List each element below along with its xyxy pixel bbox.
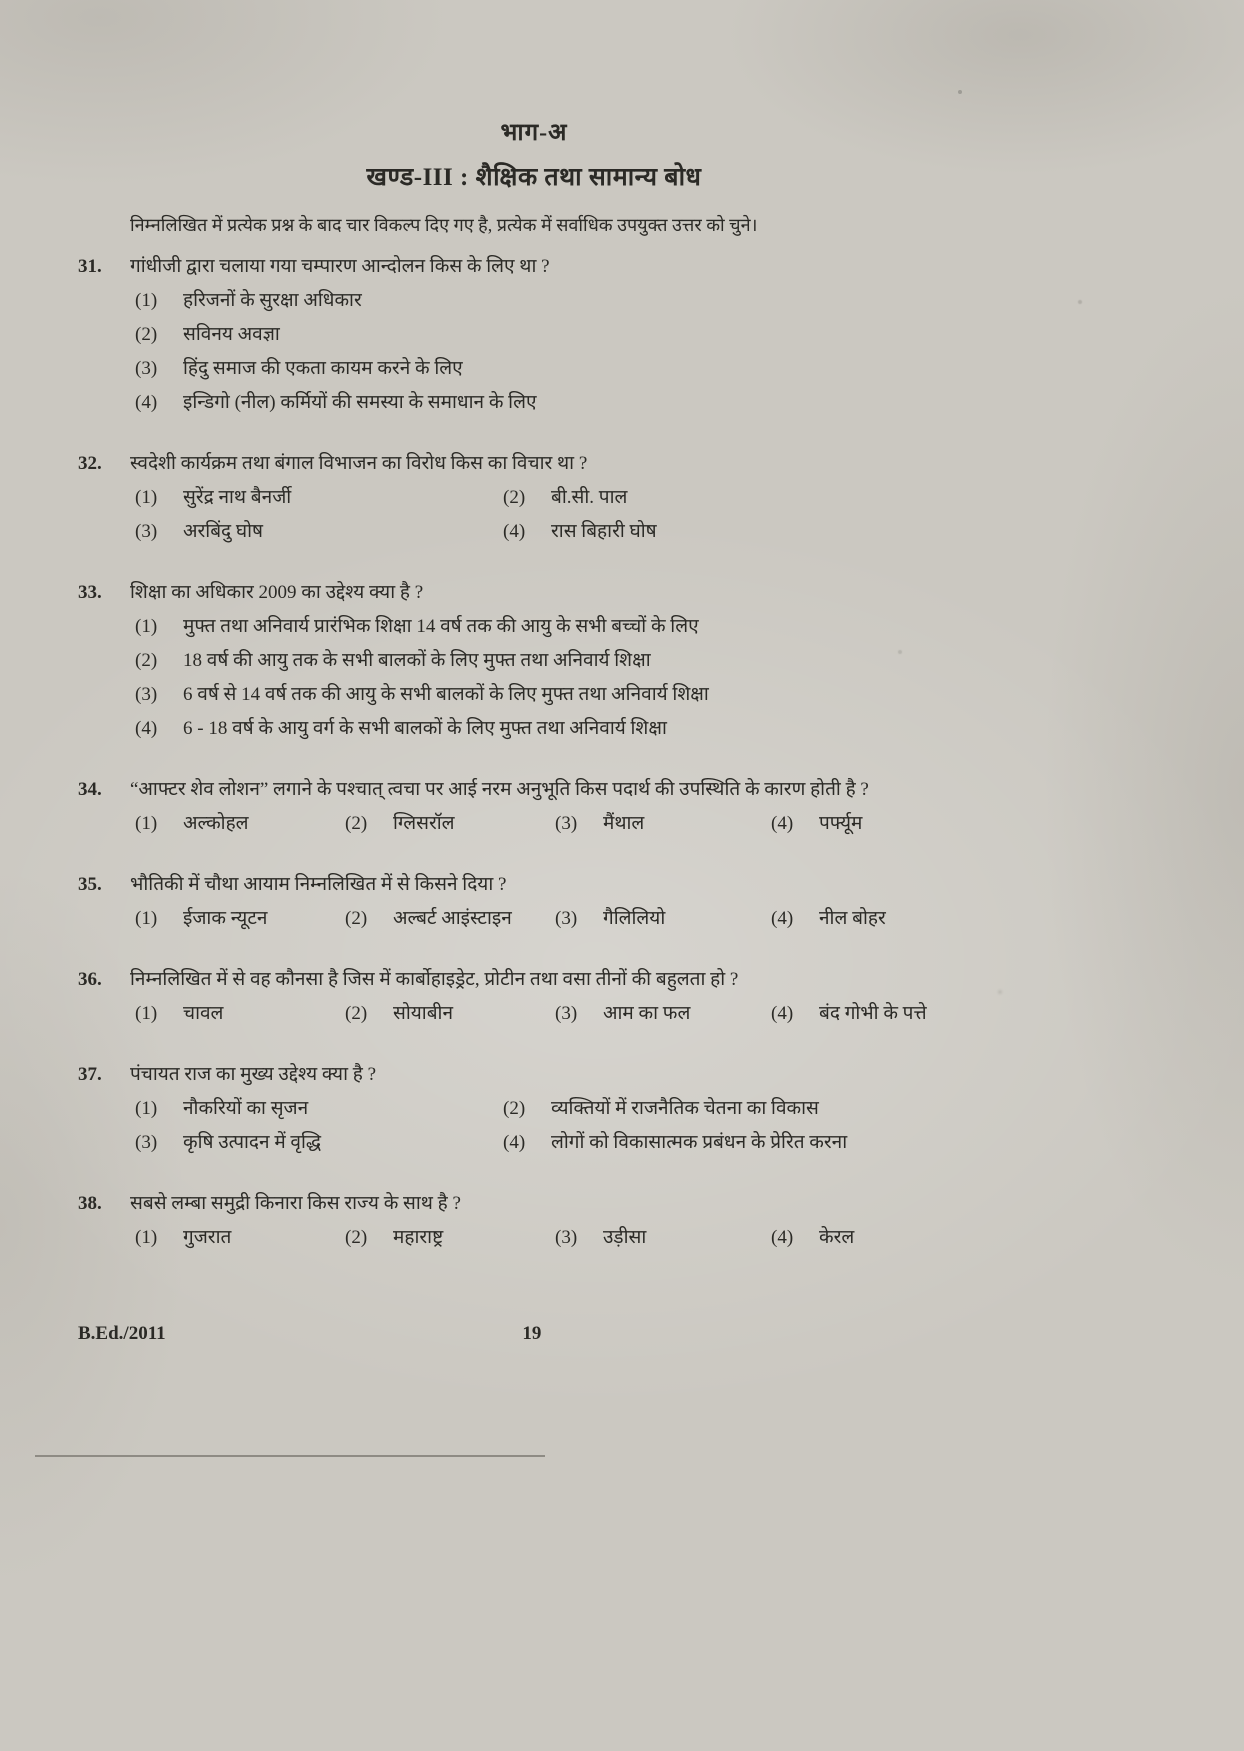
question-number: 32. xyxy=(78,453,102,474)
question-body xyxy=(130,250,1026,420)
question-block xyxy=(78,1058,1026,1160)
section-heading: खण्ड-III : शैक्षिक तथा सामान्य बोध xyxy=(366,164,702,191)
question-body xyxy=(130,773,1026,841)
option-label: (3) xyxy=(135,684,158,705)
option-label: (1) xyxy=(135,1227,158,1248)
question-options xyxy=(130,807,1026,841)
option xyxy=(135,1221,345,1255)
question-text: भौतिकी में चौथा आयाम निम्नलिखित में से किसने दिया ? xyxy=(130,874,507,895)
option-label: (1) xyxy=(135,1003,158,1024)
option xyxy=(135,352,1026,386)
option-label: (4) xyxy=(771,813,794,834)
option xyxy=(771,807,1026,841)
question-options xyxy=(130,610,1026,746)
question-options xyxy=(130,1221,1026,1255)
question-text: शिक्षा का अधिकार 2009 का उद्देश्य क्या है ? xyxy=(130,582,424,603)
option xyxy=(503,1126,1026,1160)
option xyxy=(135,386,1026,420)
option-label: (3) xyxy=(555,1003,578,1024)
question-block xyxy=(78,250,1026,420)
question-text: निम्नलिखित में से वह कौनसा है जिस में कार्बोहाइड्रेट, प्रोटीन तथा वसा तीनों की बहुलता हो ? xyxy=(130,969,739,990)
option-label: (1) xyxy=(135,813,158,834)
question-text: पंचायत राज का मुख्य उद्देश्य क्या है ? xyxy=(130,1064,377,1085)
question-block xyxy=(78,447,1026,549)
question-body xyxy=(130,447,1026,549)
option-text: चावल xyxy=(183,1003,224,1024)
option-label: (4) xyxy=(771,1003,794,1024)
option-label: (2) xyxy=(345,1003,368,1024)
instructions-text: निम्नलिखित में प्रत्येक प्रश्न के बाद चार विकल्प दिए गए है, प्रत्येक में सर्वाधिक उपयुक्त उत्तर को चुने। xyxy=(130,215,758,235)
option xyxy=(135,997,345,1031)
option xyxy=(135,678,1026,712)
scan-speck xyxy=(958,90,962,94)
question-text: “आफ्टर शेव लोशन” लगाने के पश्चात् त्वचा पर आई नरम अनुभूति किस पदार्थ की उपस्थिति के कारण होती है ? xyxy=(130,779,869,800)
option xyxy=(135,902,345,936)
option-text: बंद गोभी के पत्ते xyxy=(819,1003,927,1024)
option-label: (3) xyxy=(135,1132,158,1153)
question-body xyxy=(130,1058,1026,1160)
option xyxy=(135,1092,503,1126)
option-text: 6 - 18 वर्ष के आयु वर्ग के सभी बालकों के लिए मुफ्त तथा अनिवार्य शिक्षा xyxy=(183,718,667,739)
question-body xyxy=(130,868,1026,936)
option-text: लोगों को विकासात्मक प्रबंधन के प्रेरित करना xyxy=(551,1132,848,1153)
option-label: (1) xyxy=(135,616,158,637)
bottom-rule xyxy=(35,1455,545,1457)
page-content xyxy=(78,118,1026,1345)
option-text: महाराष्ट्र xyxy=(393,1227,444,1248)
question-body xyxy=(130,576,1026,746)
option-label: (2) xyxy=(345,1227,368,1248)
option xyxy=(771,902,1026,936)
option xyxy=(345,997,555,1031)
questions xyxy=(78,250,1026,1255)
option-label: (3) xyxy=(555,908,578,929)
option-label: (2) xyxy=(345,908,368,929)
option xyxy=(503,1092,1026,1126)
option-label: (4) xyxy=(771,908,794,929)
question-options xyxy=(130,1092,1026,1160)
option-text: मुफ्त तथा अनिवार्य प्रारंभिक शिक्षा 14 वर्ष तक की आयु के सभी बच्चों के लिए xyxy=(183,616,699,637)
option-label: (2) xyxy=(135,650,158,671)
option-text: गुजरात xyxy=(183,1227,232,1248)
question-body xyxy=(130,1187,1026,1255)
option-text: बी.सी. पाल xyxy=(551,487,628,508)
question-number: 35. xyxy=(78,874,102,895)
option xyxy=(345,902,555,936)
option-text: सुरेंद्र नाथ बैनर्जी xyxy=(183,487,292,508)
option-text: इन्डिगो (नील) कर्मियों की समस्या के समाधान के लिए xyxy=(183,392,537,413)
option xyxy=(771,997,1026,1031)
option-text: 6 वर्ष से 14 वर्ष तक की आयु के सभी बालकों के लिए मुफ्त तथा अनिवार्य शिक्षा xyxy=(183,684,709,705)
question-block xyxy=(78,773,1026,841)
question-number: 31. xyxy=(78,256,102,277)
question-options xyxy=(130,284,1026,420)
option xyxy=(345,807,555,841)
question-block xyxy=(78,1187,1026,1255)
question-number: 36. xyxy=(78,969,102,990)
option-label: (4) xyxy=(771,1227,794,1248)
question-block xyxy=(78,963,1026,1031)
question-number: 38. xyxy=(78,1193,102,1214)
question-text: गांधीजी द्वारा चलाया गया चम्पारण आन्दोलन किस के लिए था ? xyxy=(130,256,550,277)
option xyxy=(135,712,1026,746)
option-text: सोयाबीन xyxy=(393,1003,454,1024)
question-number: 33. xyxy=(78,582,102,603)
page-number: 19 xyxy=(522,1323,542,1344)
page-headings xyxy=(78,118,990,194)
page-footer xyxy=(78,1323,1026,1345)
option-text: अरबिंदु घोष xyxy=(183,521,264,542)
option-text: हरिजनों के सुरक्षा अधिकार xyxy=(183,290,362,311)
option-label: (4) xyxy=(135,718,158,739)
option xyxy=(555,1221,771,1255)
option xyxy=(555,997,771,1031)
option-text: रास बिहारी घोष xyxy=(551,521,657,542)
option-text: अल्कोहल xyxy=(183,813,249,834)
option xyxy=(345,1221,555,1255)
option-label: (4) xyxy=(135,392,158,413)
option-label: (3) xyxy=(555,1227,578,1248)
option-text: केरल xyxy=(819,1227,855,1248)
option-label: (1) xyxy=(135,1098,158,1119)
option-text: व्यक्तियों में राजनैतिक चेतना का विकास xyxy=(551,1098,819,1119)
option-label: (1) xyxy=(135,908,158,929)
question-block xyxy=(78,576,1026,746)
option xyxy=(503,481,1026,515)
option-text: उड़ीसा xyxy=(603,1227,647,1248)
question-text: सबसे लम्बा समुद्री किनारा किस राज्य के साथ है ? xyxy=(130,1193,461,1214)
option xyxy=(135,515,503,549)
option xyxy=(135,318,1026,352)
option-text: नौकरियों का सृजन xyxy=(183,1098,309,1119)
part-heading: भाग-अ xyxy=(500,120,568,146)
option-label: (4) xyxy=(503,1132,526,1153)
option-label: (2) xyxy=(345,813,368,834)
question-number: 37. xyxy=(78,1064,102,1085)
option xyxy=(503,515,1026,549)
question-body xyxy=(130,963,1026,1031)
question-options xyxy=(130,481,1026,549)
option xyxy=(555,902,771,936)
option-text: ग्लिसरॉल xyxy=(393,813,455,834)
option xyxy=(135,1126,503,1160)
question-options xyxy=(130,902,1026,936)
option-text: आम का फल xyxy=(603,1003,691,1024)
option-text: ईजाक न्यूटन xyxy=(183,908,268,929)
option-text: सविनय अवज्ञा xyxy=(183,324,280,345)
question-options xyxy=(130,997,1026,1031)
option-text: मैंथाल xyxy=(603,813,645,834)
option-label: (2) xyxy=(503,487,526,508)
option xyxy=(771,1221,1026,1255)
option-text: पर्फ्यूम xyxy=(819,813,863,834)
option xyxy=(135,481,503,515)
option-text: नील बोहर xyxy=(819,908,886,929)
option-text: हिंदु समाज की एकता कायम करने के लिए xyxy=(183,358,463,379)
option-label: (2) xyxy=(503,1098,526,1119)
option xyxy=(135,644,1026,678)
option-label: (1) xyxy=(135,290,158,311)
booklet-code: B.Ed./2011 xyxy=(78,1323,166,1344)
option-text: कृषि उत्पादन में वृद्धि xyxy=(183,1132,322,1153)
option-label: (1) xyxy=(135,487,158,508)
option xyxy=(135,807,345,841)
option-label: (3) xyxy=(135,358,158,379)
option-label: (3) xyxy=(135,521,158,542)
option-text: गैलिलियो xyxy=(603,908,666,929)
option-label: (4) xyxy=(503,521,526,542)
option xyxy=(555,807,771,841)
option xyxy=(135,284,1026,318)
option-text: 18 वर्ष की आयु तक के सभी बालकों के लिए मुफ्त तथा अनिवार्य शिक्षा xyxy=(183,650,651,671)
option-label: (2) xyxy=(135,324,158,345)
question-text: स्वदेशी कार्यक्रम तथा बंगाल विभाजन का विरोध किस का विचार था ? xyxy=(130,453,588,474)
question-number: 34. xyxy=(78,779,102,800)
question-block xyxy=(78,868,1026,936)
option xyxy=(135,610,1026,644)
option-text: अल्बर्ट आइंस्टाइन xyxy=(393,908,512,929)
option-label: (3) xyxy=(555,813,578,834)
